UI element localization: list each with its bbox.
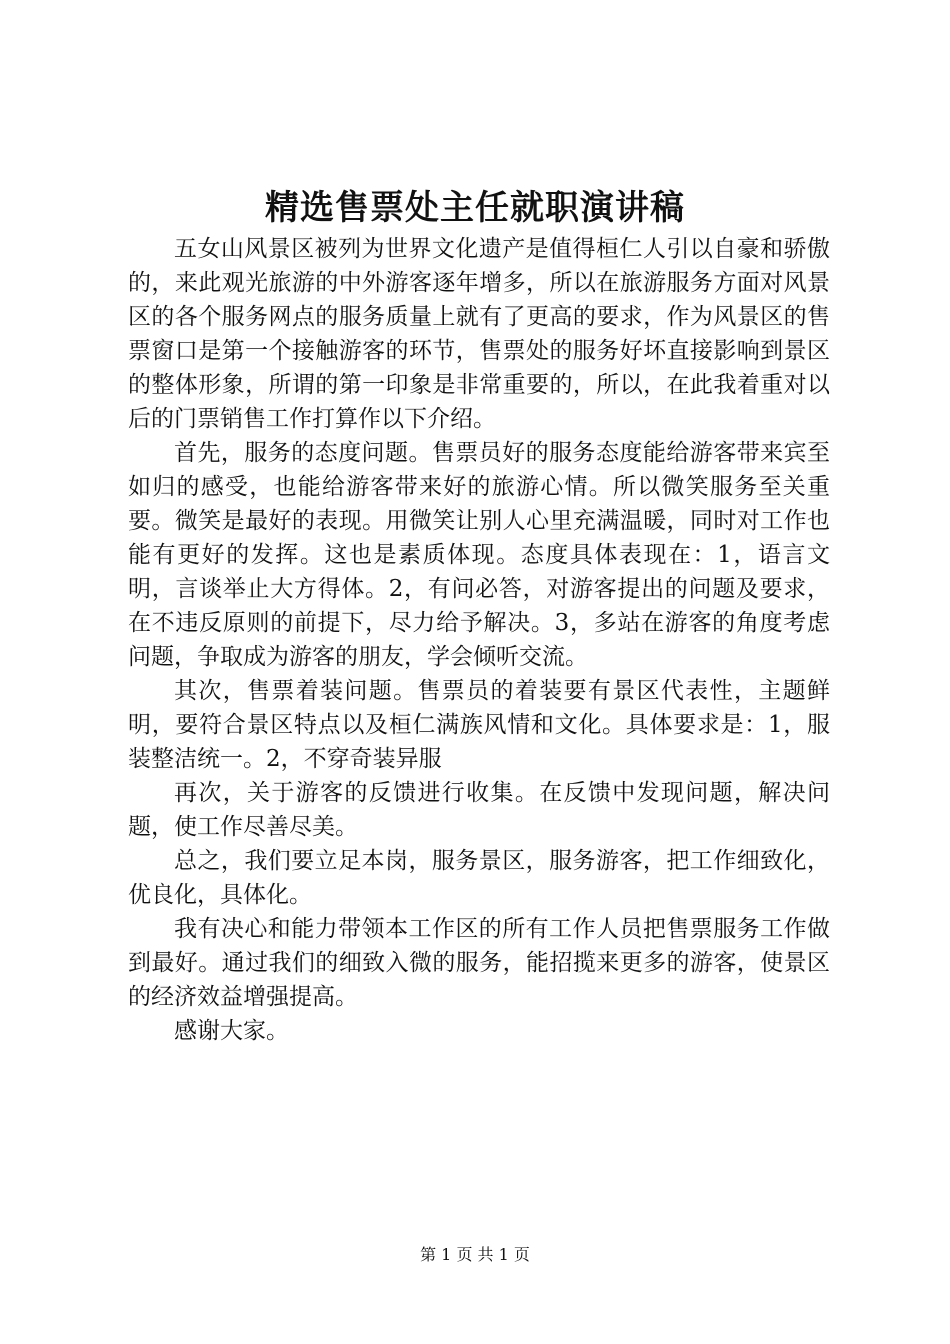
document-title: 精选售票处主任就职演讲稿 xyxy=(265,188,685,228)
paragraph-dress-code: 其次，售票着装问题。售票员的着装要有景区代表性，主题鲜明，要符合景区特点以及桓仁满族风情和文化。具体要求是：1，服装整洁统一。2，不穿奇装异服 xyxy=(128,678,830,772)
paragraph-thanks: 感谢大家。 xyxy=(174,1018,289,1044)
page-footer: 第 1 页 共 1 页 xyxy=(420,1245,530,1264)
paragraph-intro: 五女山风景区被列为世界文化遗产是值得桓仁人引以自豪和骄傲的，来此观光旅游的中外游客逐年增多，所以在旅游服务方面对风景区的各个服务网点的服务质量上就有了更高的要求，作为风景区的售票窗口是第一个接触游客的环节，售票处的服务好坏直接影响到景区的整体形象，所谓的第一印象是非常重要的，所以，在此我着重对以后的门票销售工作打算作以下介绍。 xyxy=(128,236,830,432)
paragraph-feedback: 再次，关于游客的反馈进行收集。在反馈中发现问题，解决问题，使工作尽善尽美。 xyxy=(128,780,830,840)
paragraph-service-attitude: 首先，服务的态度问题。售票员好的服务态度能给游客带来宾至如归的感受，也能给游客带来好的旅游心情。所以微笑服务至关重要。微笑是最好的表现。用微笑让别人心里充满温暖，同时对工作也能有更好的发挥。这也是素质体现。态度具体表现在：1，语言文明，言谈举止大方得体。2，有问必答，对游客提出的问题及要求，在不违反原则的前提下，尽力给予解决。3，多站在游客的角度考虑问题，争取成为游客的朋友，学会倾听交流。 xyxy=(128,440,830,670)
document-body xyxy=(128,232,830,1048)
paragraph-commitment: 我有决心和能力带领本工作区的所有工作人员把售票服务工作做到最好。通过我们的细致入微的服务，能招揽来更多的游客，使景区的经济效益增强提高。 xyxy=(128,916,830,1010)
paragraph-summary: 总之，我们要立足本岗，服务景区，服务游客，把工作细致化，优良化，具体化。 xyxy=(128,848,830,908)
